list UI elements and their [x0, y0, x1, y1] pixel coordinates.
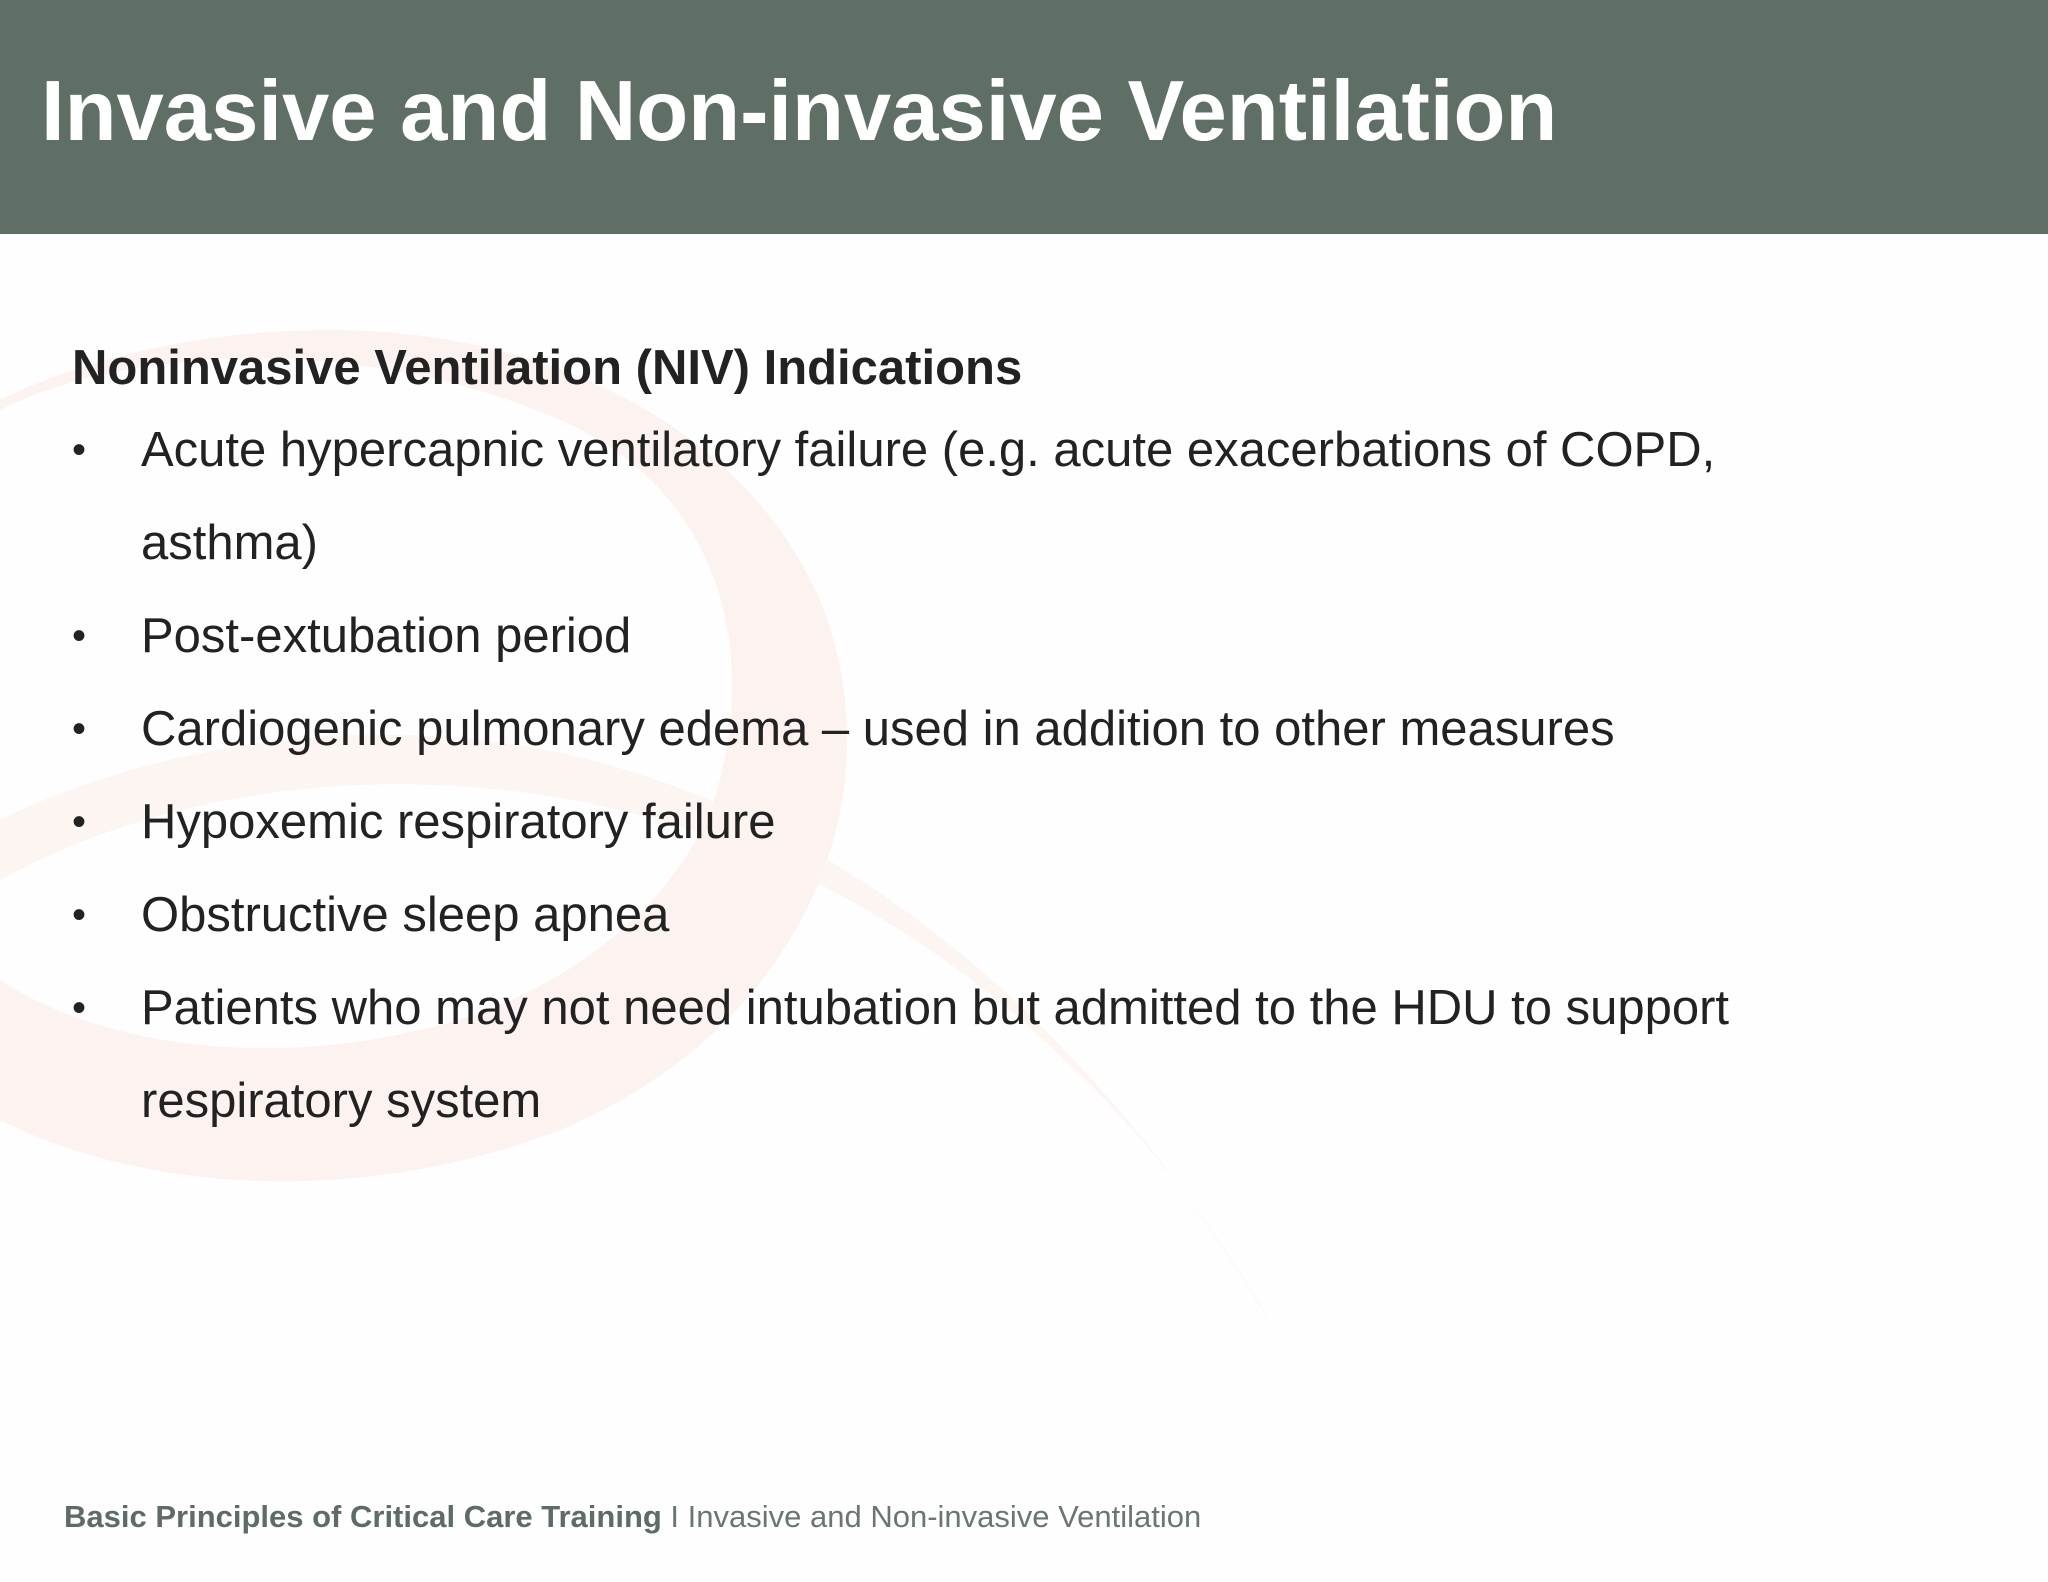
indications-list — [72, 404, 1972, 1148]
list-item — [72, 590, 1891, 683]
footer-topic: Invasive and Non-invasive Ventilation — [687, 1499, 1202, 1534]
title-bar — [0, 0, 2048, 234]
section-heading: Noninvasive Ventilation (NIV) Indications — [72, 341, 1023, 395]
bullet-icon: • — [72, 893, 87, 937]
slide-content — [72, 332, 1972, 1148]
bullet-icon: • — [72, 986, 87, 1030]
list-item — [72, 869, 1891, 962]
footer-course-name: Basic Principles of Critical Care Training — [64, 1499, 662, 1534]
list-item — [72, 962, 1891, 1148]
slide-footer — [64, 1497, 1201, 1537]
list-item-text: Cardiogenic pulmonary edema – used in addition to other measures — [141, 702, 1615, 756]
list-item-text: Obstructive sleep apnea — [141, 888, 670, 942]
bullet-icon: • — [72, 800, 87, 844]
bullet-icon: • — [72, 428, 87, 472]
list-item — [72, 776, 1891, 869]
list-item-text: Patients who may not need intubation but admitted to the HDU to support respiratory system — [141, 981, 1730, 1128]
list-item — [72, 683, 1891, 776]
footer-separator: I — [661, 1499, 688, 1534]
bullet-icon: • — [72, 707, 87, 751]
bullet-icon: • — [72, 614, 87, 658]
list-item-text: Hypoxemic respiratory failure — [141, 795, 776, 849]
list-item-text: Post-extubation period — [141, 609, 632, 663]
list-item-text: Acute hypercapnic ventilatory failure (e.g. acute exacerbations of COPD, asthma) — [141, 423, 1716, 570]
list-item — [72, 404, 1891, 590]
slide-title: Invasive and Non-invasive Ventilation — [41, 64, 1558, 159]
